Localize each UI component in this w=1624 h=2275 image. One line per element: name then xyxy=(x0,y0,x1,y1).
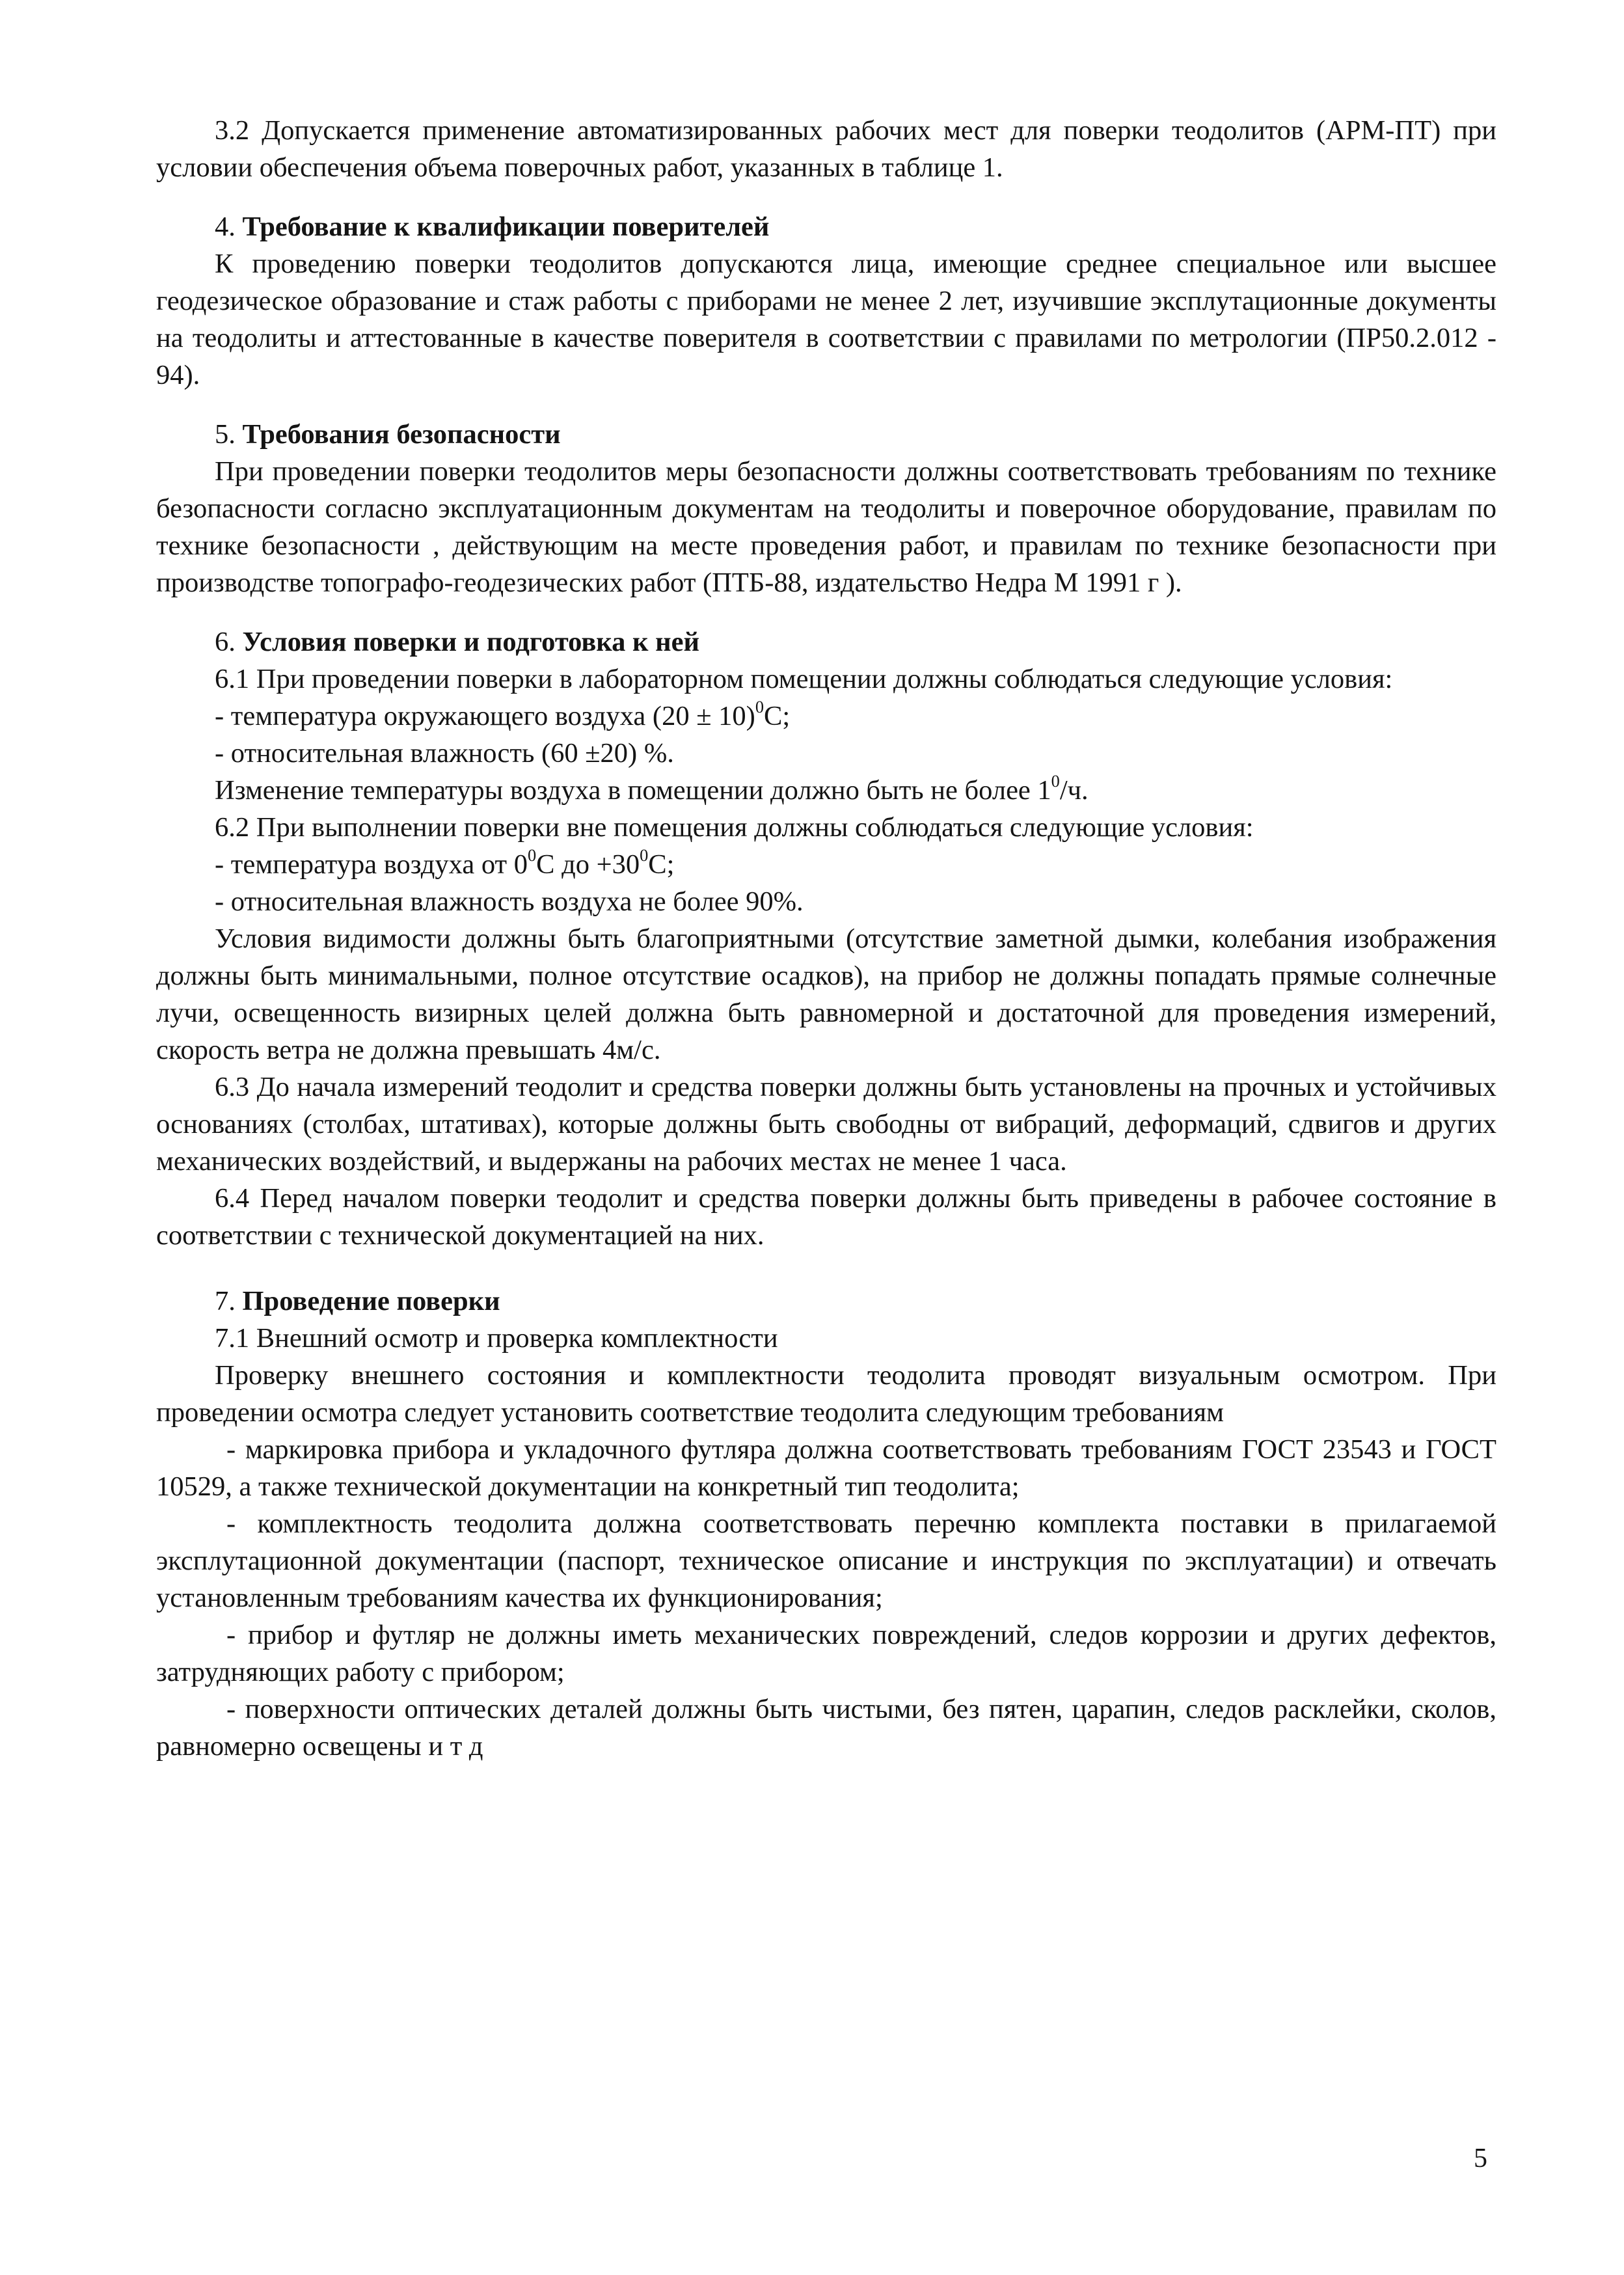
section-6-heading xyxy=(156,623,1496,661)
paragraph-3-2: 3.2 Допускается применение автоматизированных рабочих мест для поверки теодолитов (АРМ-ПТ) при условии обеспечения объема поверочных работ, указанных в таблице 1. xyxy=(156,115,1496,183)
page-number: 5 xyxy=(1474,2144,1487,2173)
section-5-text: При проведении поверки теодолитов меры безопасности должны соответствовать требованиям по технике безопасности согласно эксплуатационным документам на теодолиты и поверочное оборудование, правилам по технике безопасности , действующим на месте проведения работ, и правилам по технике безопасности при производстве топографо-геодезических работ (ПТБ-88, издательство Недра М 1991 г ). xyxy=(156,456,1496,598)
lab-temperature-suffix: С; xyxy=(763,701,791,731)
temperature-change-suffix: /ч. xyxy=(1059,775,1089,806)
temperature-change-prefix: Изменение температуры воздуха в помещении должно быть не более 1 xyxy=(215,775,1051,806)
outdoor-temperature-middle: С до +30 xyxy=(536,849,640,880)
outdoor-temperature-suffix: С; xyxy=(648,849,675,880)
degree-sup: 0 xyxy=(527,846,537,865)
section-4-heading xyxy=(156,208,1496,245)
section-6-title: Условия поверки и подготовка к ней xyxy=(242,627,699,657)
section-7-number: 7. xyxy=(215,1286,236,1316)
paragraph-6-2: 6.2 При выполнении поверки вне помещения должны соблюдаться следующие условия: xyxy=(215,812,1254,843)
section-6-number: 6. xyxy=(215,627,236,657)
section-4-title: Требование к квалификации поверителей xyxy=(242,211,770,242)
paragraph-6-3: 6.3 До начала измерений теодолит и средства поверки должны быть установлены на прочных и устойчивых основаниях (столбах, штативах), которые должны быть свободны от вибраций, деформаций, сдвигов и других механических воздействий, и выдержаны на рабочих местах не менее 1 часа. xyxy=(156,1072,1496,1177)
visibility-paragraph: Условия видимости должны быть благоприятными (отсутствие заметной дымки, колебания изображения должны быть минимальными, полное отсутствие осадков), на прибор не должны попадать прямые солнечные лучи, освещенность визирных целей должна быть равномерной и достаточной для проведения измерений, скорость ветра не должна превышать 4м/с. xyxy=(156,923,1496,1065)
section-4-text: К проведению поверки теодолитов допускаются лица, имеющие среднее специальное или высшее геодезическое образование и стаж работы с приборами не менее 2 лет, изучившие эксплутационные документы на теодолиты и аттестованные в качестве поверителя в соответствии с правилами по метрологии (ПР50.2.012 - 94). xyxy=(156,249,1496,390)
degree-sup: 0 xyxy=(755,698,764,717)
degree-sup: 0 xyxy=(640,846,649,865)
lab-temperature-line xyxy=(156,698,1496,735)
temperature-change-line xyxy=(156,772,1496,809)
section-7-title: Проведение поверки xyxy=(242,1286,500,1316)
requirement-item: - поверхности оптических деталей должны быть чистыми, без пятен, царапин, следов расклейки, сколов, равномерно освещены и т д xyxy=(156,1694,1496,1762)
inspection-intro: Проверку внешнего состояния и комплектности теодолита проводят визуальным осмотром. При проведении осмотра следует установить соответствие теодолита следующим требованиям xyxy=(156,1360,1496,1428)
outdoor-temperature-prefix: - температура воздуха от 0 xyxy=(215,849,528,880)
section-7-heading xyxy=(156,1283,1496,1320)
paragraph-6-1: 6.1 При проведении поверки в лабораторном помещении должны соблюдаться следующие условия: xyxy=(215,664,1393,694)
degree-sup: 0 xyxy=(1051,772,1060,791)
outdoor-temperature-line xyxy=(156,846,1496,883)
section-5-title: Требования безопасности xyxy=(242,419,561,450)
lab-temperature-prefix: - температура окружающего воздуха (20 ± 10) xyxy=(215,701,755,731)
lab-humidity-line: - относительная влажность (60 ±20) %. xyxy=(215,738,674,769)
requirement-item: - прибор и футляр не должны иметь механических повреждений, следов коррозии и других дефектов, затрудняющих работу с прибором; xyxy=(156,1620,1496,1687)
section-4-number: 4. xyxy=(215,211,236,242)
section-5-heading xyxy=(156,416,1496,453)
requirement-item: - комплектность теодолита должна соответствовать перечню комплекта поставки в прилагаемой эксплутационной документации (паспорт, техническое описание и инструкция по эксплуатации) и отвечать установленным требованиям качества их функционирования; xyxy=(156,1508,1496,1613)
paragraph-7-1: 7.1 Внешний осмотр и проверка комплектности xyxy=(215,1323,778,1354)
document-page xyxy=(156,112,1496,1765)
paragraph-6-4: 6.4 Перед началом поверки теодолит и средства поверки должны быть приведены в рабочее состояние в соответствии с технической документацией на них. xyxy=(156,1183,1496,1251)
outdoor-humidity-line: - относительная влажность воздуха не более 90%. xyxy=(215,886,804,917)
section-5-number: 5. xyxy=(215,419,236,450)
requirement-item: - маркировка прибора и укладочного футляра должна соответствовать требованиям ГОСТ 23543 и ГОСТ 10529, а также технической документации на конкретный тип теодолита; xyxy=(156,1434,1496,1502)
